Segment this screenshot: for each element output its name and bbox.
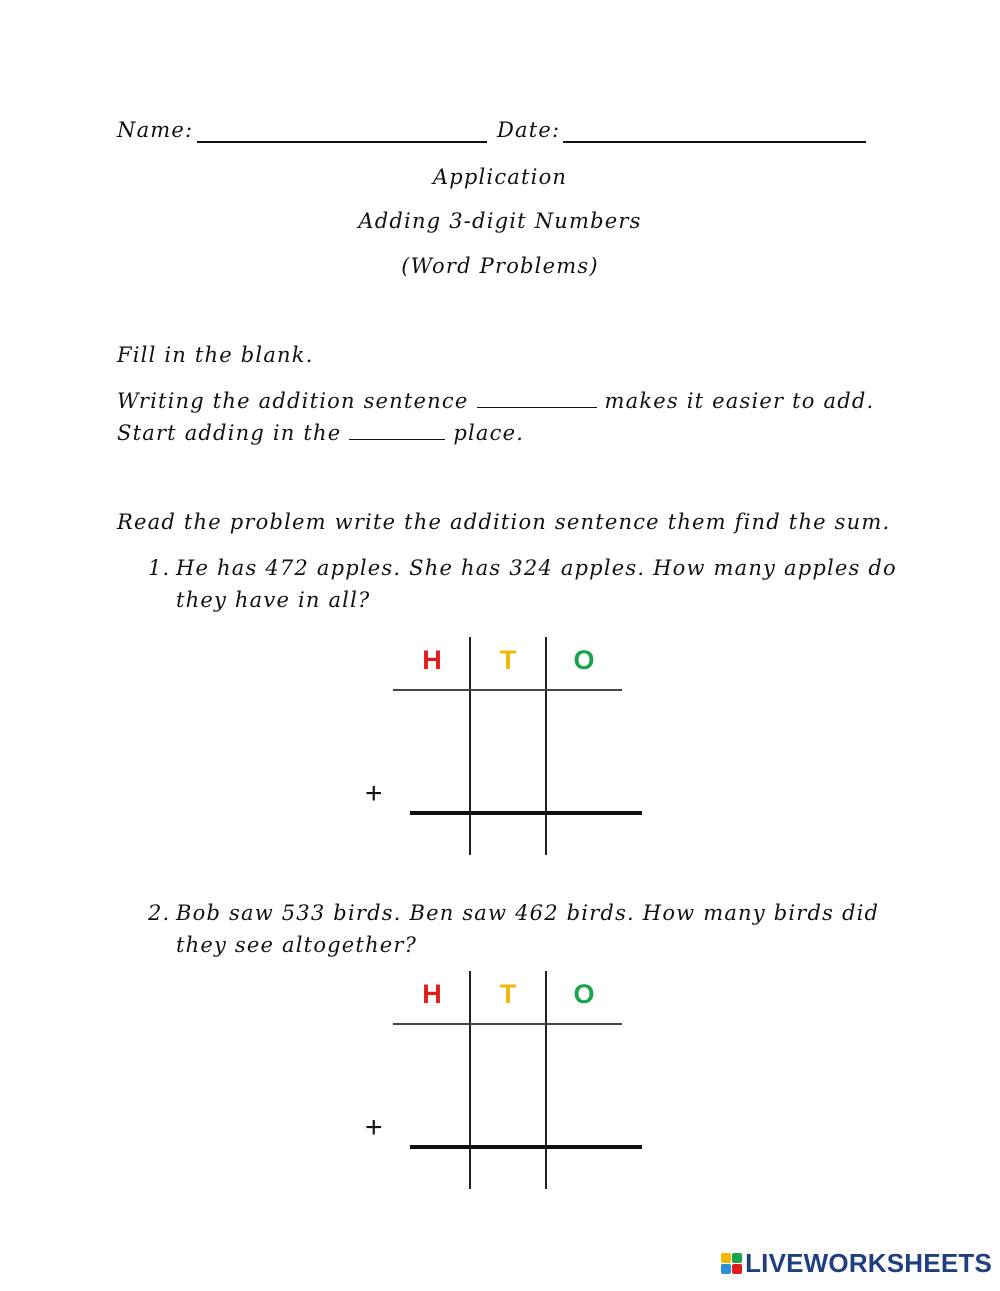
- logo-tiles-icon: [721, 1253, 742, 1274]
- grid-divider: [545, 637, 547, 855]
- problem-2-number: 2.: [148, 901, 171, 925]
- liveworksheets-logo: [721, 1248, 992, 1279]
- logo-tile: [721, 1253, 731, 1263]
- place-value-grid-1: [365, 637, 625, 857]
- fill-sentence-2-start: Start adding in the: [117, 421, 342, 445]
- grid-divider: [469, 637, 471, 855]
- fill-sentence-2-end: place.: [453, 421, 525, 445]
- tens-header: T: [499, 645, 517, 675]
- name-label: Name:: [117, 118, 194, 142]
- problem-2-text-line-1: Bob saw 533 birds. Ben saw 462 birds. How many birds did: [176, 901, 880, 925]
- title-adding: Adding 3-digit Numbers: [358, 209, 642, 233]
- fill-sentence-1: [117, 389, 874, 413]
- title-application: Application: [432, 165, 568, 189]
- plus-sign: +: [365, 777, 383, 810]
- fill-sentence-2: [117, 421, 524, 445]
- logo-tile: [732, 1264, 742, 1274]
- plus-sign: +: [365, 1111, 383, 1144]
- problem-1-text-line-2: they have in all?: [176, 588, 371, 612]
- fill-heading: Fill in the blank.: [117, 343, 314, 367]
- ones-header: O: [573, 645, 595, 675]
- fill-blank-2[interactable]: [349, 438, 445, 440]
- header-line: [393, 1023, 622, 1025]
- grid-divider: [469, 971, 471, 1189]
- hundreds-header: H: [422, 645, 442, 675]
- grid-divider: [545, 971, 547, 1189]
- place-value-grid-2: [365, 971, 625, 1191]
- fill-blank-1[interactable]: [477, 406, 597, 408]
- header-line: [393, 689, 622, 691]
- problem-1-text-line-1: He has 472 apples. She has 324 apples. How many apples do: [176, 556, 897, 580]
- problem-1-number: 1.: [148, 556, 171, 580]
- sum-line: [410, 1145, 642, 1149]
- logo-tile: [732, 1253, 742, 1263]
- ones-header: O: [573, 979, 595, 1009]
- problem-2-text-line-2: they see altogether?: [176, 933, 418, 957]
- fill-sentence-1-start: Writing the addition sentence: [117, 389, 469, 413]
- read-instruction: Read the problem write the addition sentence them find the sum.: [117, 510, 891, 534]
- hundreds-header: H: [422, 979, 442, 1009]
- date-label: Date:: [497, 118, 561, 142]
- title-word-problems: (Word Problems): [401, 254, 599, 278]
- date-field[interactable]: [563, 141, 866, 143]
- logo-text: LIVEWORKSHEETS: [745, 1248, 992, 1278]
- sum-line: [410, 811, 642, 815]
- fill-sentence-1-end: makes it easier to add.: [604, 389, 875, 413]
- logo-tile: [721, 1264, 731, 1274]
- tens-header: T: [499, 979, 517, 1009]
- name-field[interactable]: [197, 141, 487, 143]
